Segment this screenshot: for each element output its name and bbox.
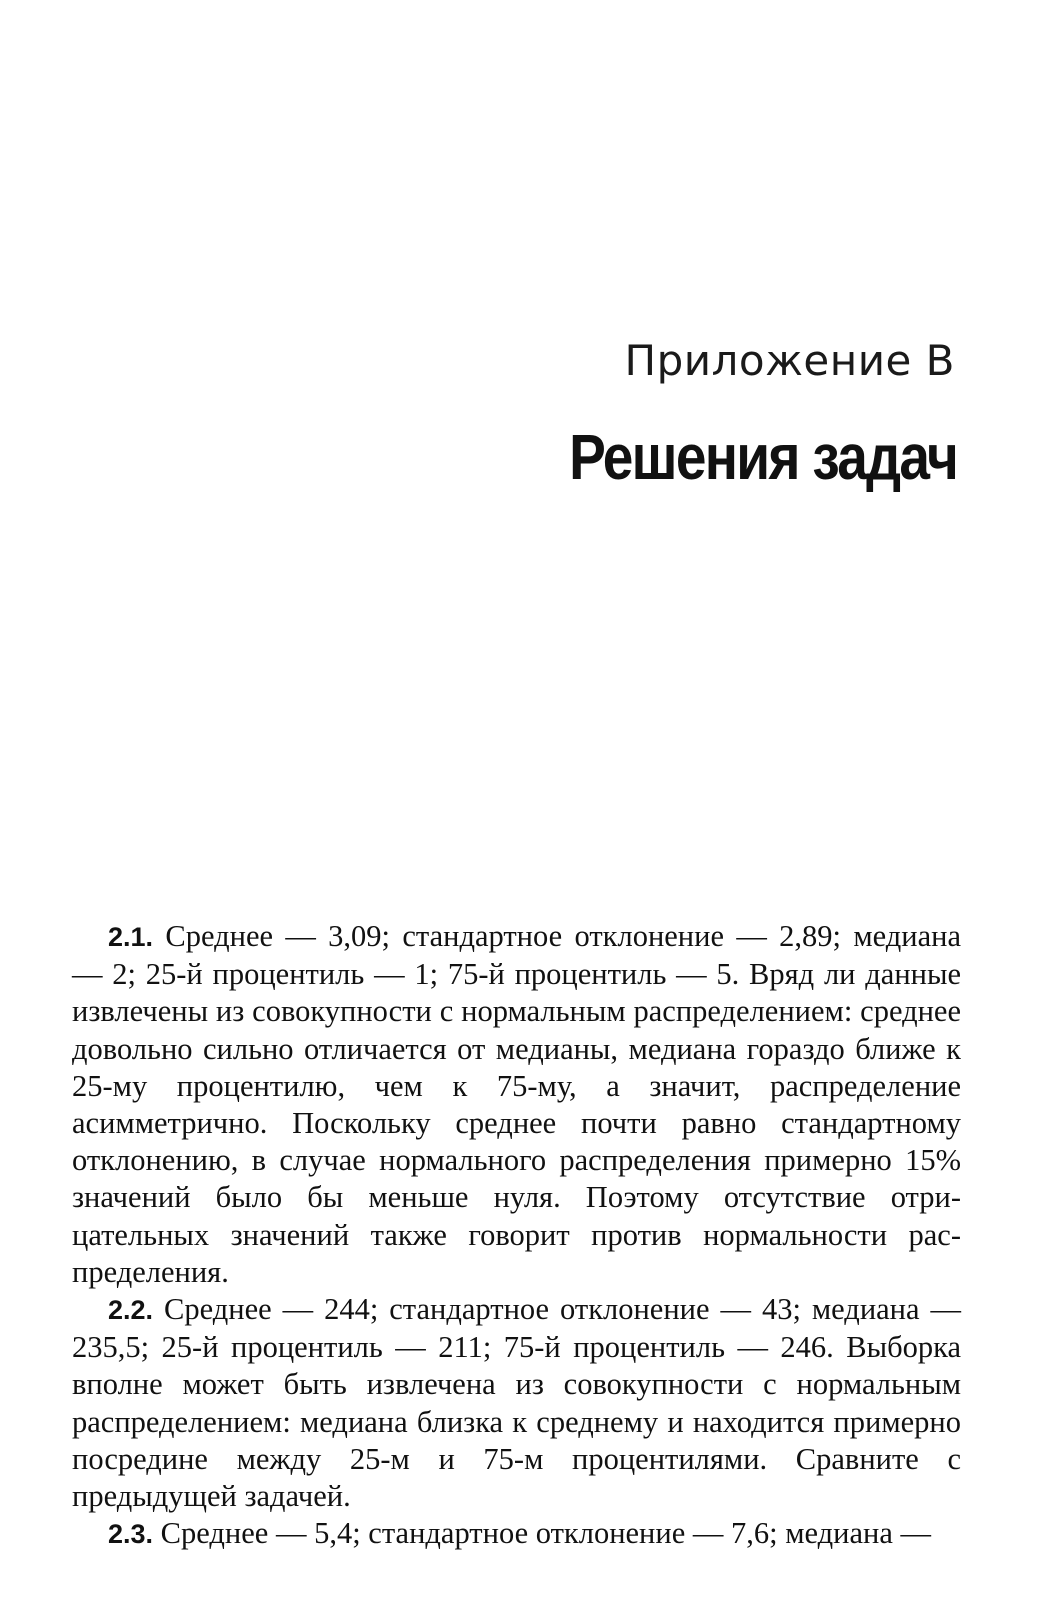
solution-text: Среднее — 244; стандартное отклонение — 43; медиана — 235,5; 25-й процентиль — 211; 75-й процентиль — 246. Выборка вполне может быть извлечена из совокупности с нормальным распределением: медиана близка к среднему и находится примерно посредине между 25-м и 75-м процентилями. Сравните с предыдущей задачей. [72,1292,962,1514]
chapter-title: Решения задач [569,421,957,493]
solutions-text [72,918,961,1553]
solution-number: 2.3. [108,1519,154,1550]
solution-2-3 [72,1515,961,1553]
solution-number: 2.1. [108,922,154,952]
solution-text: Среднее — 5,4; стандартное отклонение — 7,6; медиана — [160,1516,932,1551]
solution-2-2 [72,1291,961,1515]
appendix-label: Приложение В [624,336,955,385]
solution-number: 2.2. [108,1295,154,1326]
solution-2-1 [72,918,961,1291]
solution-text: Среднее — 3,09; стандартное отклонение — 2,89; медиана — 2; 25-й процентиль — 1; 75-й процентиль — 5. Вряд ли данные извлечены из совокупности с нормальным распределением: среднее довольно сильно отличается от медианы, медиана гораздо ближе к 25-му процентилю, чем к 75-му, а значит, распределение асимметрично. Поскольку среднее почти равно стандартному отклонению, в случае нормального распределения примерно 15% значений было бы меньше нуля. Поэтому отсутствие отрицательных значений также говорит против нормальности распределения. [72,919,961,1289]
